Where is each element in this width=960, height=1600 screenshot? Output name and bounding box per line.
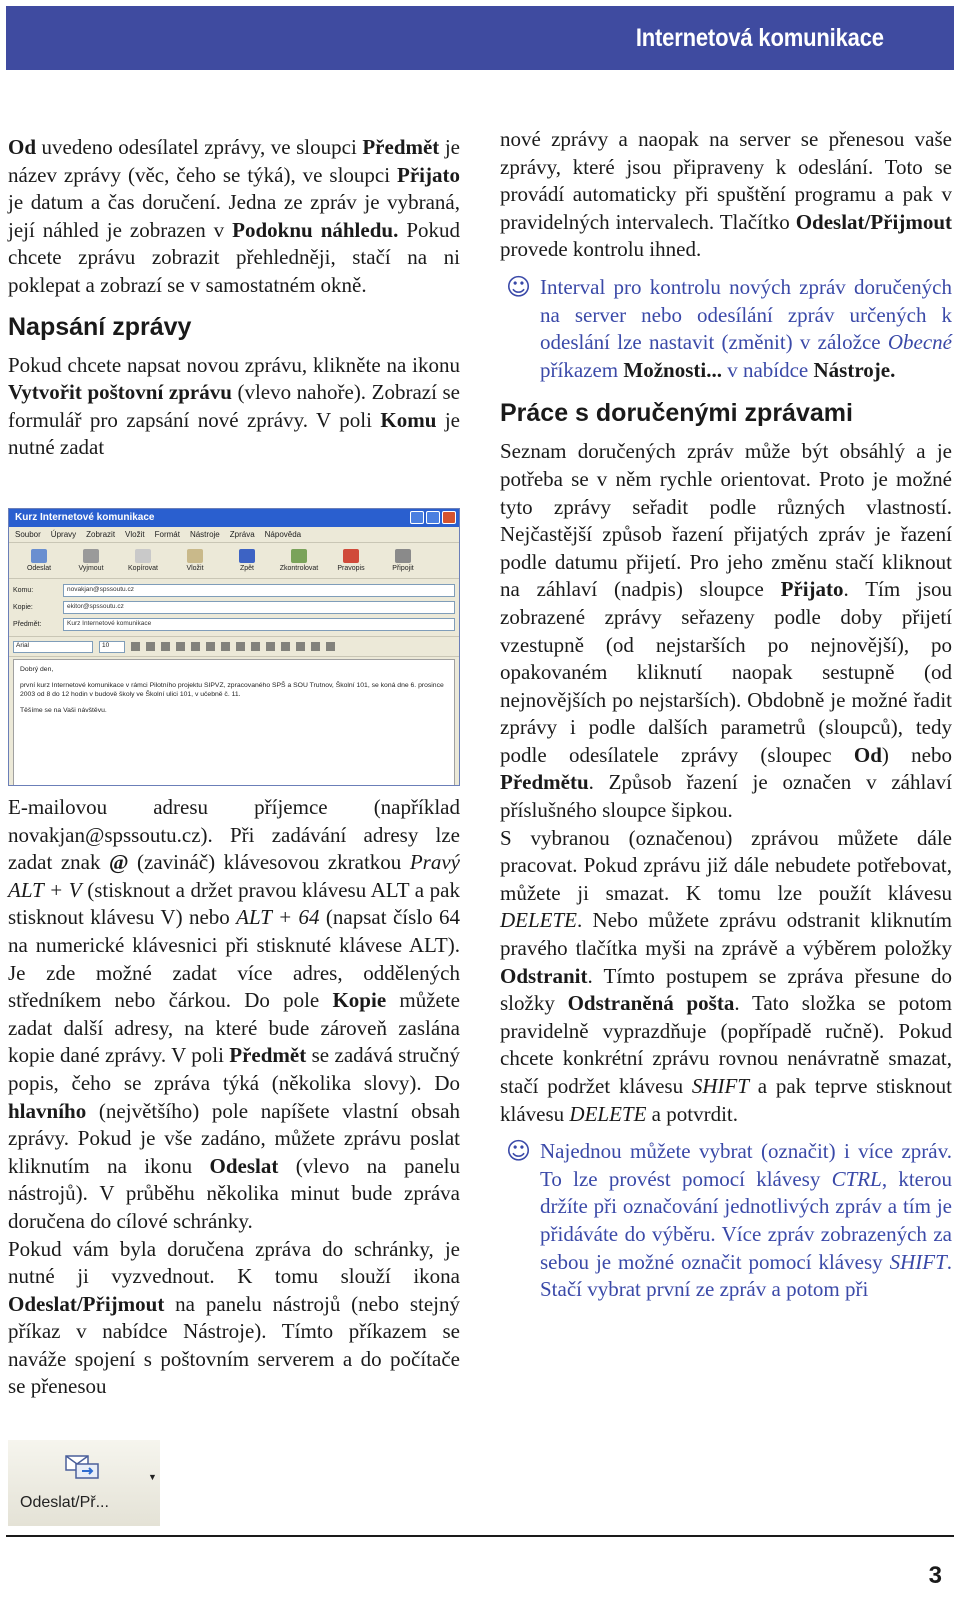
composer-toolbar (9, 543, 459, 579)
text-run: Pokud chcete zprávu zobrazit přehledněji, stačí na ni poklepat a zobrazí se v samostatném okně. (8, 217, 460, 297)
window-titlebar (9, 509, 459, 527)
format-icon (281, 642, 290, 651)
dropdown-arrow-icon: ▼ (148, 1472, 157, 1482)
format-icon (296, 642, 305, 651)
text-run: Odeslat/Přijmout (8, 1291, 165, 1316)
text-run: Pravý ALT + V (8, 850, 460, 902)
text-run: SHIFT (691, 1074, 750, 1098)
check-names-icon (291, 549, 307, 563)
left-column-top (8, 134, 460, 462)
tip-interval (500, 274, 952, 384)
format-icon (311, 642, 320, 651)
right-column (500, 126, 952, 1318)
paragraph-address (8, 794, 460, 1236)
text-run: . Stačí vybrat první ze zpráv a potom při (540, 1249, 952, 1302)
text-run: Pokud chcete napsat novou zprávu, klikněte na ikonu (8, 352, 460, 377)
format-icon (191, 642, 200, 651)
text-run: . Nebo můžete zprávu odstranit kliknutím pravého tlačítka myši na zprávě a výběrem položky (500, 908, 952, 961)
text-run: nové zprávy a naopak na server se přenesou vaše zprávy, které jsou připraveny k odeslání. Toto se provádí automaticky při spuštění programu a pak v pravidelných intervalech. Tlačítko (500, 127, 952, 234)
heading-writing-message: Napsání zprávy (8, 312, 192, 341)
paperclip-icon (395, 549, 411, 563)
text-run: ALT + 64 (236, 905, 320, 930)
heading-received-messages: Práce s doručenými zprávami (500, 399, 853, 428)
text-run: Odstranit (500, 963, 588, 988)
menu-item: Formát (154, 530, 180, 539)
spelling-icon (343, 549, 359, 563)
text-run: (stisknout a držet pravou klávesu ALT a pak stisknout klávesu V) nebo (8, 877, 460, 930)
menu-item: Zpráva (229, 530, 255, 539)
text-run: Podoknu náhledu. (232, 217, 399, 242)
paste-icon (187, 549, 203, 563)
text-run: DELETE (500, 908, 578, 933)
text-run: . Způsob řazení je označen v záhlaví příslušného sloupce šipkou. (500, 770, 952, 823)
text-run: Obecné (887, 330, 952, 355)
format-bar (9, 637, 459, 657)
send-receive-icon (64, 1452, 100, 1480)
menu-item: Nástroje (189, 530, 220, 539)
text-run: Předmět (229, 1043, 307, 1068)
text-run: Pokud vám byla doručena zpráva do schránky, je nutné ji vyzvednout. K tomu slouží ikona (8, 1236, 460, 1289)
paragraph-sorting (500, 438, 952, 824)
format-icon (236, 642, 245, 651)
undo-tool: Zpět (221, 549, 273, 572)
text-run: (největšího) pole napíšete vlastní obsah zprávy. Pokud je vše zadáno, můžete zprávu poslat kliknutím na ikonu (8, 1098, 460, 1178)
text-run: Od (853, 742, 882, 767)
attach-tool: Připojit (377, 549, 429, 572)
format-icon (131, 642, 140, 651)
text-run: hlavního (8, 1098, 87, 1123)
menu-bar (9, 527, 459, 543)
smiley-icon: ☺ (506, 272, 532, 301)
text-run: Kopie (332, 988, 387, 1013)
text-run: (napsat číslo 64 na numerické klávesnici při stisknuté klávese ALT). Je zde možné zadat více adres, oddělených středníkem nebo čárkou. Do pole (8, 905, 460, 1013)
format-icon (146, 642, 155, 651)
text-run: uvedeno odesílatel zprávy, ve sloupci (36, 135, 363, 159)
text-run: je datum a čas doručení. Jedna ze zpráv je vybraná, její náhled je zobrazen v (8, 190, 460, 242)
text-run: a potvrdit. (646, 1101, 738, 1126)
cc-field: Kopie: ekitor@spssoutu.cz (13, 599, 455, 616)
text-run: Nástroje. (813, 357, 896, 382)
text-run: Přijato (780, 577, 844, 602)
text-run: Odstraněná pošta (567, 991, 735, 1016)
text-run: Najednou můžete vybrat (označit) i více zpráv. To lze provést pomocí klávesy (540, 1139, 952, 1191)
menu-item: Zobrazit (86, 530, 116, 539)
text-run: . Tímto postupem se zpráva přesune do složky (500, 963, 952, 1016)
send-icon (31, 549, 47, 563)
text-run: . Tím jsou zobrazené zprávy seřazeny podle doby přijetí vzestupně (od nejstarších po nejnovější), po opakovaném kliknutí naopak sestupně (od nejnovějších po nejstarších). Obdobně je možné řadit zprávy i podle dalších parametrů (sloupců), tedy podle odesílatele zprávy (sloupec (500, 577, 952, 767)
text-run: @ (108, 850, 129, 875)
text-run: je název zprávy (věc, čeho se týká), ve sloupci (8, 135, 461, 187)
text-run: Předmět (362, 135, 440, 159)
format-icon (176, 642, 185, 651)
spelling-tool: Pravopis (325, 549, 377, 572)
footer-rule (6, 1535, 954, 1537)
format-icon (326, 642, 335, 651)
send-tool: Odeslat (13, 549, 65, 572)
paragraph-transfer (500, 126, 952, 264)
copy-icon (135, 549, 151, 563)
smiley-icon: ☺ (506, 1137, 532, 1166)
to-field: Komu: novakjan@spssoutu.cz (13, 582, 455, 599)
send-receive-label: Odeslat/Př... (20, 1494, 109, 1511)
header-bar (6, 6, 954, 70)
text-run: CTRL (831, 1166, 882, 1191)
close-icon (442, 511, 456, 524)
text-run: (vlevo na panelu nástrojů). V průběhu několika minut bude zpráva doručena do cílové schránky. (8, 1153, 460, 1233)
text-run: je nutné zadat (8, 407, 460, 460)
text-run: Komu (380, 407, 437, 432)
text-run: DELETE (569, 1101, 647, 1126)
text-run: (vlevo nahoře). Zobrazí se formulář pro zapsání nové zprávy. V poli (8, 380, 460, 432)
menu-item: Soubor (15, 530, 41, 539)
text-run: S vybranou (označenou) zprávou můžete dále pracovat. Pokud zprávu již dále nebudete potřebovat, můžete ji smazat. K tomu lze použít klávesu (500, 825, 952, 905)
paste-tool: Vložit (169, 549, 221, 572)
text-run: (zavináč) klávesovou zkratkou (128, 850, 410, 875)
text-run: Od (8, 135, 37, 159)
format-icon (221, 642, 230, 651)
paragraph-columns (8, 134, 460, 300)
text-run: E-mailovou adresu příjemce (například novakjan@spssoutu.cz). Při zadávání adresy lze zadat znak (8, 795, 460, 875)
text-run: Předmětu (500, 770, 589, 795)
subject-field: Předmět: Kurz Internetové komunikace (13, 616, 455, 633)
text-run: Možnosti... (623, 357, 722, 382)
text-run: Přijato (397, 162, 460, 187)
send-receive-button-screenshot (8, 1440, 160, 1526)
paragraph-receive (8, 1236, 460, 1402)
undo-icon (239, 549, 255, 563)
cut-tool: Vyjmout (65, 549, 117, 572)
menu-item: Úpravy (50, 530, 77, 539)
paragraph-new-message (8, 352, 460, 462)
message-body: Dobrý den, první kurz Internetové komunikace v rámci Pilotního projektu SIPVZ, zpracovaného SPŠ a SOU Trutnov, Školní 101, se koná dne 6. prosince 2003 od 8 do 12 hodin v budově školy ve Školní ulici 101, v učebně č. 11. Těšíme se na Vaši návštěvu. (13, 659, 455, 786)
font-select: Arial (13, 641, 93, 653)
menu-item: Nápověda (264, 530, 302, 539)
chapter-title: Internetová komunikace (636, 24, 884, 52)
format-icon (251, 642, 260, 651)
paragraph-deleting (500, 825, 952, 1129)
scissors-icon (83, 549, 99, 563)
format-icon (266, 642, 275, 651)
text-run: Interval pro kontrolu nových zpráv doručených na server nebo odesílání zpráv určených k odeslání lze nastavit (změnit) v záložce (540, 274, 952, 355)
text-run: provede kontrolu ihned. (500, 237, 702, 262)
text-run: Vytvořit poštovní zprávu (8, 380, 232, 405)
text-run: Seznam doručených zpráv může být obsáhlý a je potřeba se v něm rychle orientovat. Proto je možné tyto zprávy seřadit podle různých vlastností. Nejčastější způsob řazení přijatých zpráv je řazení podle datumu přijetí. Pro jeho změnu stačí kliknout na záhlaví (nadpis) sloupce (500, 439, 952, 602)
format-icon (161, 642, 170, 651)
maximize-icon (426, 511, 440, 524)
check-tool: Zkontrolovat (273, 549, 325, 572)
left-column-bottom (8, 794, 460, 1401)
menu-item: Vložit (125, 530, 145, 539)
text-run: . Tato složka se potom pravidelně vyprazdňuje (popřípadě ručně). Pokud chcete konkrétní zprávu rovnou nenávratně smazat, stačí podržet klávesu (500, 991, 952, 1098)
text-run: můžete zadat další adresy, na které bude zároveň zaslána kopie dané zprávy. V poli (8, 988, 460, 1068)
text-run: Odeslat (209, 1153, 279, 1178)
text-run: na panelu nástrojů (nebo stejný příkaz v nabídce Nástroje). Tímto příkazem se naváže spojení s poštovním serverem a do počítače se přenesou (8, 1291, 460, 1399)
text-run: , kterou držíte při označování jednotlivých zpráv a tím je přidáváte do výběru. Více zpráv zobrazených za sebou je možné označit pomocí klávesy (540, 1166, 952, 1274)
text-run: ) nebo (881, 742, 952, 767)
text-run: SHIFT (889, 1249, 947, 1274)
text-run: Odeslat/Přijmout (795, 209, 952, 234)
copy-tool: Kopírovat (117, 549, 169, 572)
new-message-window-screenshot (8, 508, 460, 786)
address-fields (9, 579, 459, 637)
window-title: Kurz Internetové komunikace (15, 512, 155, 523)
tip-multiselect (500, 1138, 952, 1304)
size-select: 10 (99, 641, 125, 653)
text-run: a pak teprve stisknout klávesu (500, 1074, 952, 1126)
page-number: 3 (928, 1562, 942, 1589)
format-icon (206, 642, 215, 651)
text-run: se zadává stručný popis, čeho se zpráva týká (několika slovy). Do (8, 1043, 460, 1095)
minimize-icon (410, 511, 424, 524)
text-run: v nabídce (721, 357, 814, 382)
text-run: příkazem (540, 357, 624, 382)
